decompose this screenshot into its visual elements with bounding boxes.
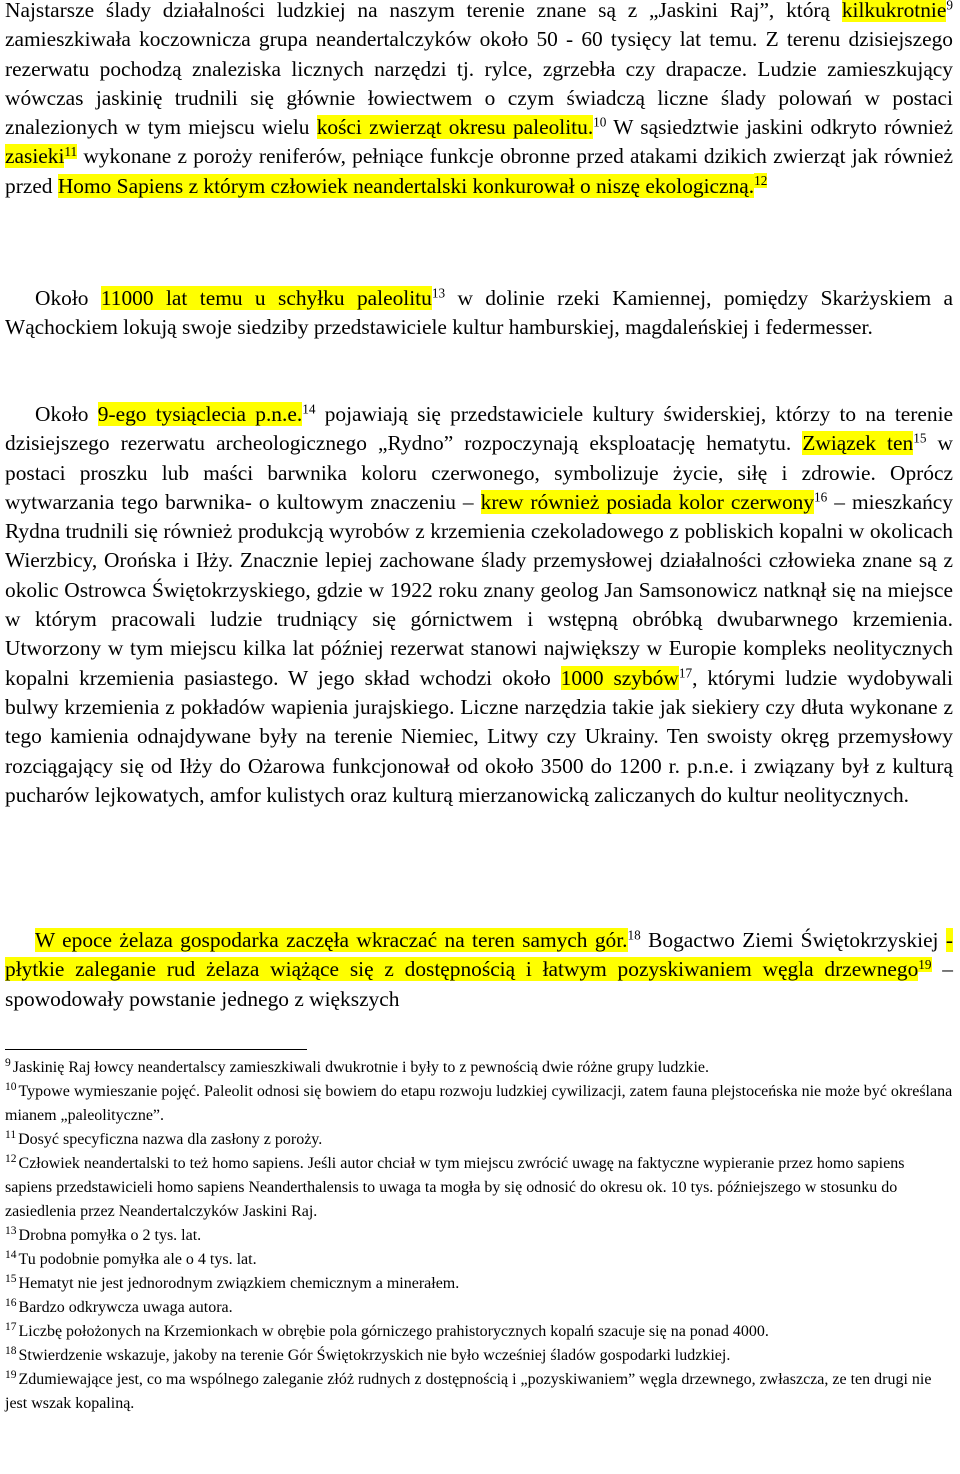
- text-run: Około: [35, 402, 98, 426]
- footnote-ref-12[interactable]: 12: [754, 173, 768, 189]
- text-run: , którymi ludzie wydobywali bulwy krzemienia z pokładów wapienia jurajskiego. Liczne narzędzia takie jak siekiery czy dłuta wykonane z tego kamienia odnajdywane były na terenie Niemiec, Litwy czy Ukrainy. Ten swoisty okręg przemysłowy rozciągający się od Iłży do Ożarowa funkcjonował od około 3500 do 1200 r. p.n.e. i związany był z kulturą pucharów lejkowatych, amfor kulistych oraz kulturą mierzanowicką zaliczanych do kultur neolitycznych.: [5, 665, 953, 807]
- text-run: Bogactwo Ziemi Świętokrzyskiej: [640, 928, 946, 952]
- highlight-11000-lat: 11000 lat temu u schyłku paleolitu: [100, 286, 432, 310]
- footnote-text: Drobna pomyłka o 2 tys. lat.: [18, 1227, 202, 1244]
- footnote-ref-19[interactable]: 19: [918, 957, 932, 972]
- highlight-zwiazek-ten: Związek ten: [802, 431, 914, 456]
- footnote-ref-18[interactable]: 18: [627, 927, 641, 943]
- highlight-krew: krew również posiada kolor czerwony: [480, 489, 815, 514]
- footnote-number: 11: [5, 1129, 17, 1142]
- text-run: Najstarsze ślady działalności ludzkiej na naszym terenie znane są z „Jaskini Raj”, którą: [5, 0, 842, 22]
- footnote-text: Stwierdzenie wskazuje, jakoby na terenie Gór Świętokrzyskich nie było wcześniej śladów gospodarki ludzkiej.: [18, 1347, 731, 1364]
- footnote-separator: [5, 1049, 307, 1050]
- footnote-ref-17[interactable]: 17: [678, 665, 693, 681]
- highlight-9-tysiaclecie: 9-ego tysiąclecia p.n.e.: [97, 402, 303, 426]
- footnote-13: [5, 1224, 955, 1248]
- footnote-ref-14[interactable]: 14: [302, 401, 316, 417]
- footnote-ref-16[interactable]: 16: [814, 489, 828, 505]
- footnote-text: Zdumiewające jest, co ma wspólnego zaleganie złóż rudnych z dostępnością i „pozyskiwaniem” węgla drzewnego, zwłaszcza, ze ten drugi nie jest wszak kopaliną.: [5, 1371, 932, 1412]
- text-run: W sąsiedztwie jaskini odkryto również: [606, 115, 953, 140]
- highlight-rudy-zelaza: - płytkie zaleganie rud żelaza wiążące się z dostępnością i łatwym pozyskiwaniem węgla drzewnego: [5, 928, 953, 982]
- footnotes: [5, 1056, 955, 1416]
- footnote-15: [5, 1272, 955, 1296]
- footnote-number: 19: [5, 1369, 17, 1382]
- footnote-12: [5, 1152, 955, 1224]
- text-run: w dolinie rzeki Kamiennej, pomiędzy Skarżyskiem a Wąchockiem lokują swoje siedziby przedstawiciele kultur hamburskiej, magdaleńskiej i federmesser.: [5, 286, 954, 340]
- text-run: wykonane z poroży reniferów, pełniące funkcje obronne przed atakami dzikich zwierząt jak również przed: [5, 144, 953, 198]
- paragraph-late-paleolithic: [5, 284, 953, 343]
- highlight-1000-szybow: 1000 szybów: [560, 665, 679, 690]
- footnote-17: [5, 1320, 955, 1344]
- footnote-text: Bardzo odkrywcza uwaga autora.: [18, 1299, 233, 1316]
- footnote-19: [5, 1368, 955, 1416]
- footnote-text: Człowiek neandertalski to też homo sapiens. Jeśli autor chciał w tym miejscu zwrócić uwagę na faktyczne wypieranie przez homo sapiens sapiens przedstawicieli homo sapiens Neanderthalensis to uwaga ta mogła by się odnosić do okresu ok. 10 tys. późniejszego w stosunku do zasiedlenia przez Neandertalczyków Jaskini Raj.: [5, 1155, 905, 1220]
- paragraph-paleolithic-raj-cave: [5, 0, 953, 201]
- footnote-ref-13[interactable]: 13: [431, 285, 446, 301]
- paragraph-iron-age: [5, 926, 953, 1014]
- footnote-text: Jaskinię Raj łowcy neandertalscy zamieszkiwali dwukrotnie i były to z pewnością dwie różne grupy ludzkie.: [12, 1059, 709, 1076]
- footnote-text: Liczbę położonych na Krzemionkach w obrębie pola górniczego prahistorycznych kopalń szacuje się na ponad 4000.: [18, 1323, 769, 1340]
- paragraph-rydno-krzemionki: [5, 400, 953, 810]
- highlight-epoka-zelaza: W epoce żelaza gospodarka zaczęła wkraczać na teren samych gór.: [35, 928, 628, 952]
- footnote-number: 12: [5, 1153, 17, 1166]
- footnote-ref-9[interactable]: 9: [946, 0, 953, 13]
- text-run: pojawiają się przedstawiciele kultury świderskiej, którzy to na terenie dzisiejszego rezerwatu archeologicznego „Rydno” rozpoczynają eksploatację hematytu.: [5, 402, 954, 456]
- footnote-number: 9: [5, 1057, 11, 1070]
- footnote-number: 16: [5, 1297, 17, 1310]
- footnote-number: 15: [5, 1273, 17, 1286]
- footnote-14: [5, 1248, 955, 1272]
- footnote-ref-11[interactable]: 11: [64, 144, 78, 160]
- footnote-number: 10: [5, 1081, 17, 1094]
- footnote-ref-15[interactable]: 15: [913, 431, 927, 446]
- highlight-zasieki: zasieki: [5, 144, 65, 169]
- footnote-text: Hematyt nie jest jednorodnym związkiem chemicznym a minerałem.: [18, 1275, 460, 1292]
- text-run: w postaci proszku lub maści barwnika koloru czerwonego, symbolizuje życie, siłę i zdrowie. Oprócz wytwarzania tego barwnika- o kultowym znaczeniu –: [5, 431, 954, 514]
- footnote-ref-10[interactable]: 10: [593, 114, 607, 130]
- text-run: – spowodowały powstanie jednego z większych: [5, 957, 954, 1011]
- footnote-11: [5, 1128, 955, 1152]
- footnote-text: Tu podobnie pomyłka ale o 4 tys. lat.: [18, 1251, 257, 1268]
- highlight-kosci-zwierzat: kości zwierząt okresu paleolitu.: [316, 115, 594, 140]
- footnote-18: [5, 1344, 955, 1368]
- text-run: – mieszkańcy Rydna trudnili się również produkcją wyrobów z krzemienia czekoladowego z pobliskich kopalni w okolicach Wierzbicy, Orońska i Iłży. Znacznie lepiej zachowane ślady przemysłowej działalności człowieka znane są z okolic Ostrowca Świętokrzyskiego, gdzie w 1922 roku znany geolog Jan Samsonowicz natknął się na miejsce w którym pracowali ludzie trudniący się górnictwem i wstępną obróbką dwubarwnego krzemienia. Utworzony w tym miejscu kilka lat później rezerwat stanowi największy w Europie kompleks neolitycznych kopalni krzemienia pasiastego. W jego skład wchodzi około: [5, 489, 953, 690]
- footnote-text: Typowe wymieszanie pojęć. Paleolit odnosi się bowiem do etapu rozwoju ludzkiej cywilizacji, zatem fauna plejstoceńska nie może być określana mianem „paleolityczne”.: [5, 1083, 953, 1124]
- footnote-number: 13: [5, 1225, 17, 1238]
- footnote-10: [5, 1080, 955, 1128]
- footnote-number: 14: [5, 1249, 17, 1262]
- text-run: zamieszkiwała koczownicza grupa neandertalczyków około 50 - 60 tysięcy lat temu. Z terenu dzisiejszego rezerwatu pochodzą znaleziska licznych narzędzi tj. rylce, zgrzebła czy drapacze. Ludzie zamieszkujący wówczas jaskinię trudnili się głównie łowiectwem o czym świadczą liczne ślady polowań w postaci znalezionych w tym miejscu wielu: [5, 27, 953, 140]
- footnote-number: 18: [5, 1345, 17, 1358]
- text-run: Około: [35, 286, 101, 310]
- footnote-number: 17: [5, 1321, 17, 1334]
- highlight-homo-sapiens: Homo Sapiens z którym człowiek neandertalski konkurował o niszę ekologiczną.: [57, 173, 755, 198]
- footnote-16: [5, 1296, 955, 1320]
- footnote-9: [5, 1056, 955, 1080]
- highlight-kilkukrotnie: kilkukrotnie: [841, 0, 947, 22]
- footnote-text: Dosyć specyficzna nazwa dla zasłony z poroży.: [18, 1131, 323, 1148]
